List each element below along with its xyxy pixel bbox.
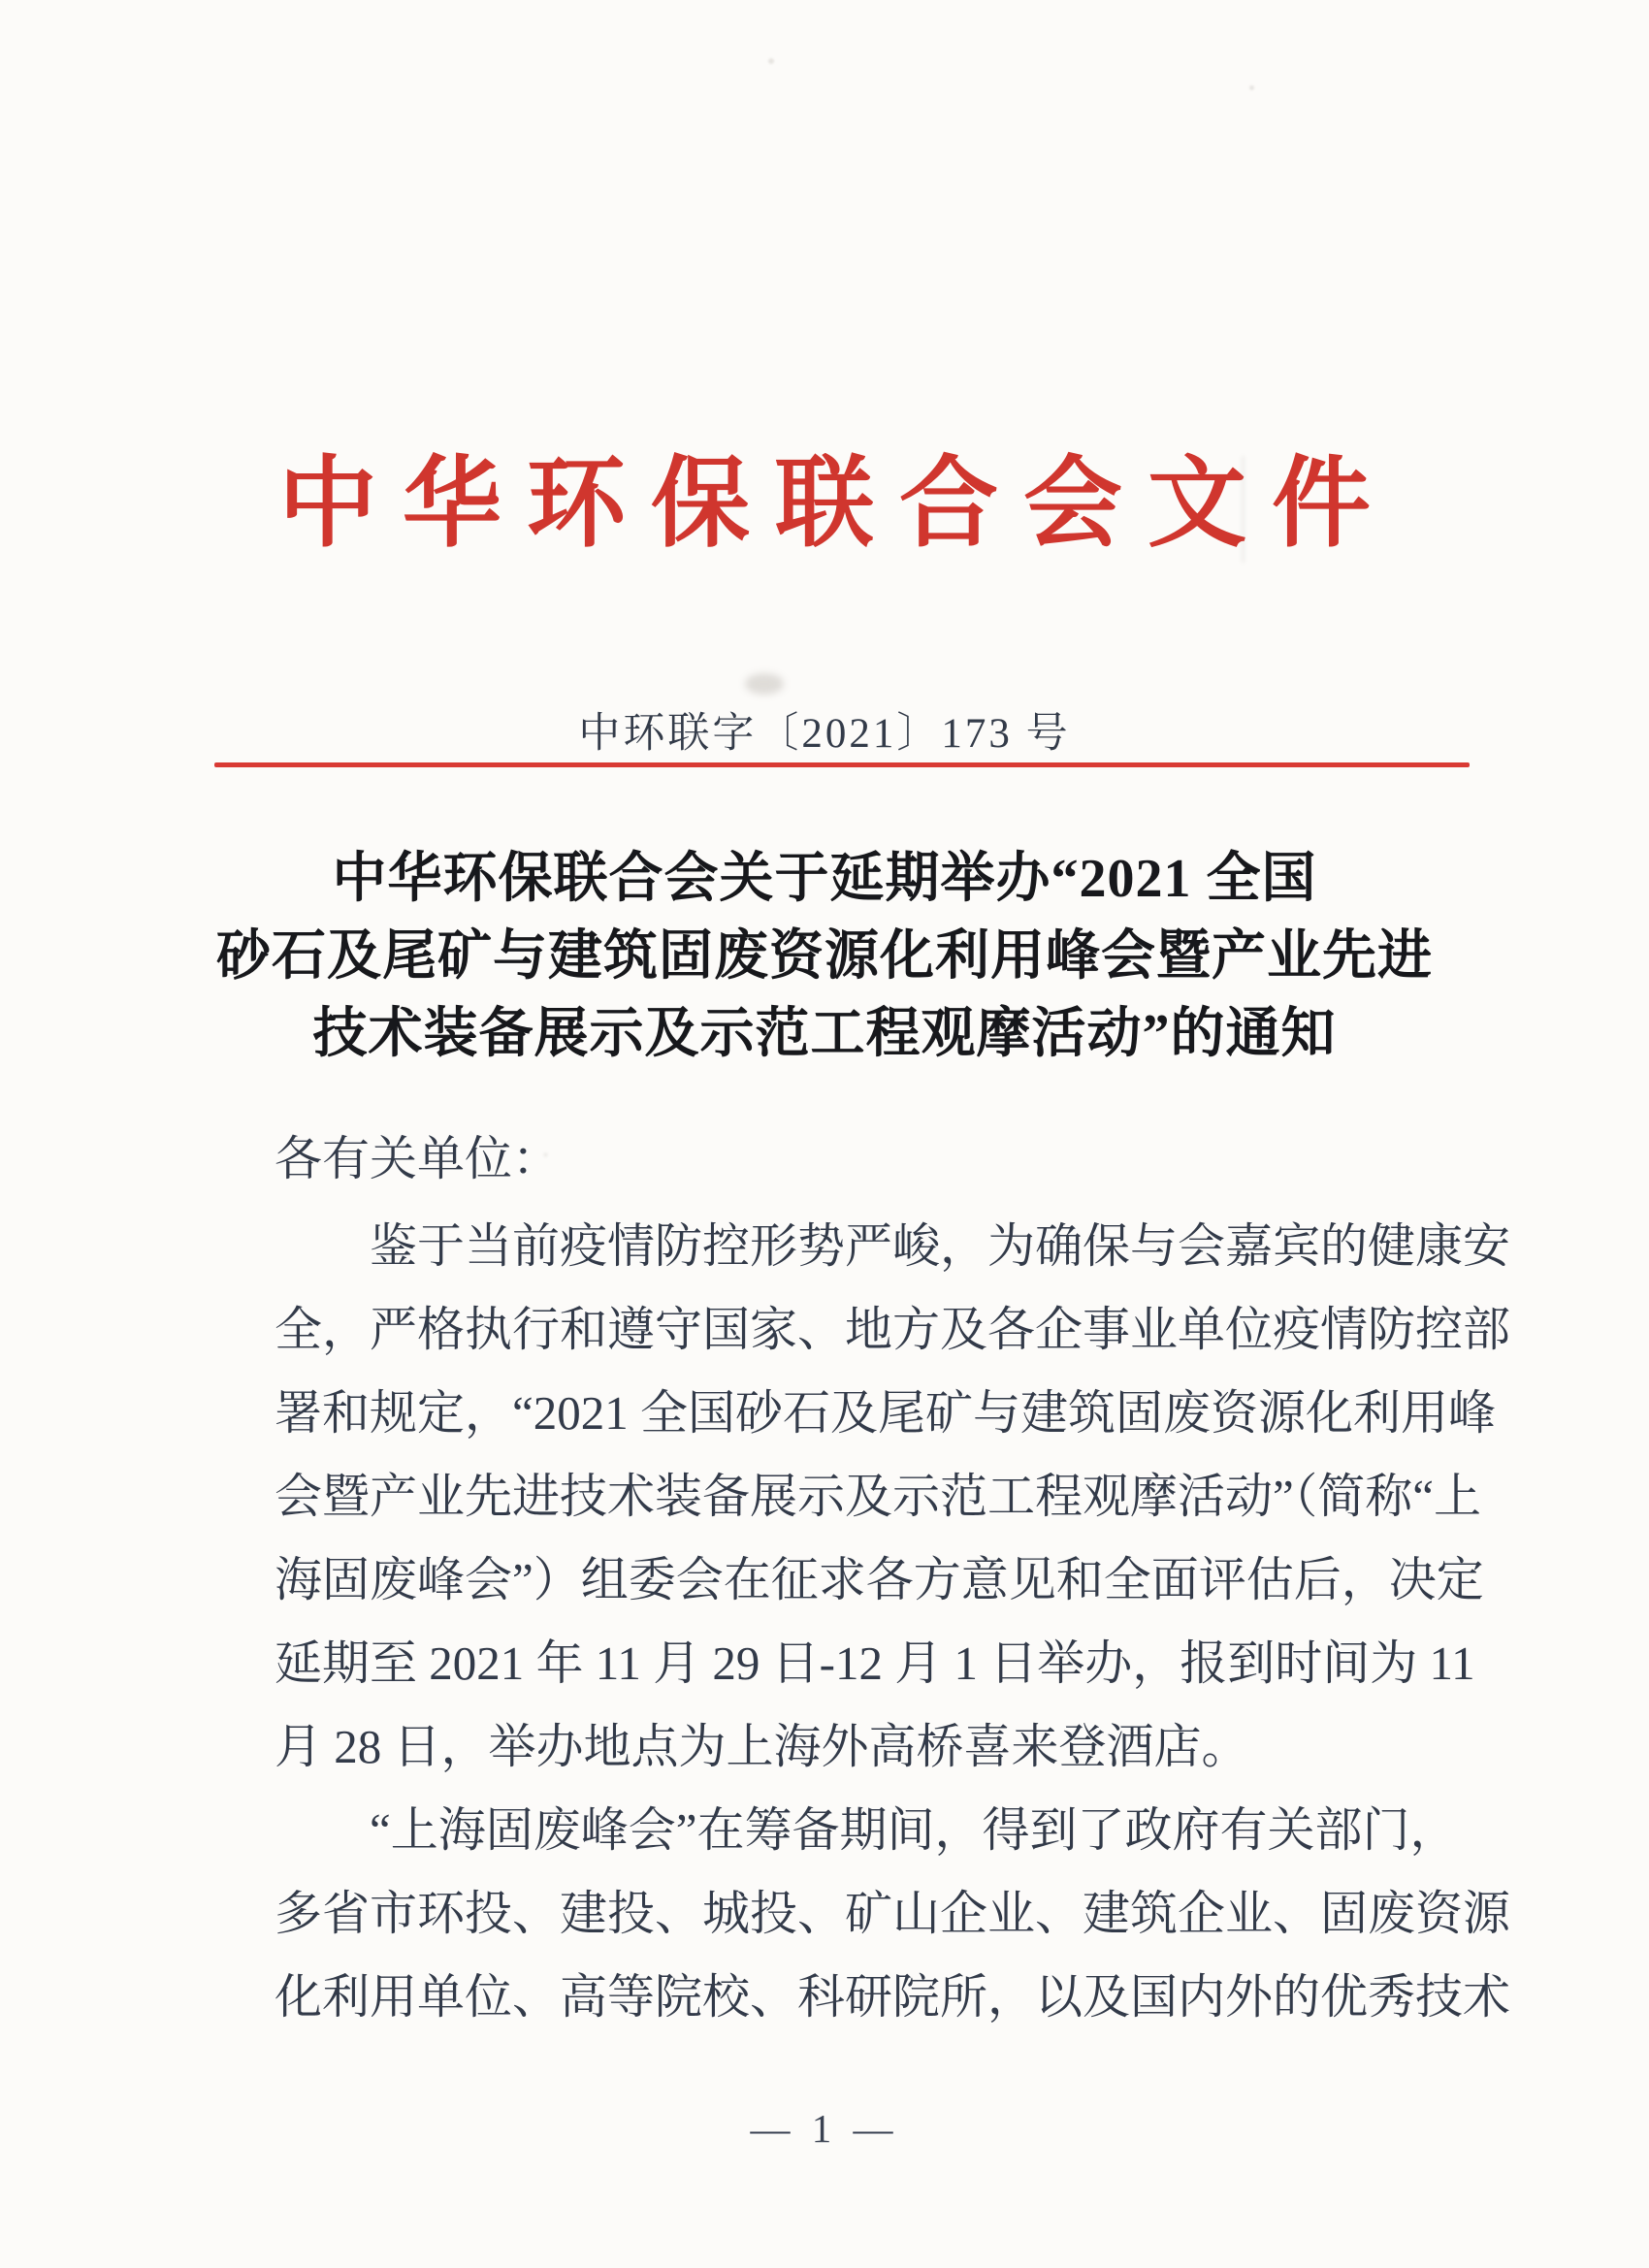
- body-line: 化利用单位、高等院校、科研院所，以及国内外的优秀技术: [275, 1970, 1511, 2024]
- scan-artifact: [745, 673, 784, 695]
- scan-artifact: [1249, 85, 1254, 90]
- scan-artifact: [543, 1152, 548, 1157]
- doc-number: 中环联字〔2021〕173 号: [578, 711, 1071, 757]
- doc-title-line-2: 砂石及尾矿与建筑固废资源化利用峰会暨产业先进: [216, 926, 1433, 987]
- doc-title-line-1: 中华环保联合会关于延期举办“2021 全国: [332, 849, 1317, 909]
- scan-artifact: [1242, 456, 1245, 563]
- masthead-title: 中华环保联合会文件: [278, 450, 1396, 560]
- body-line: 会暨产业先进技术装备展示及示范工程观摩活动”（简称“上: [275, 1470, 1481, 1523]
- scan-artifact: [768, 58, 774, 64]
- body-line: 延期至 2021 年 11 月 29 日-12 月 1 日举办，报到时间为 11: [275, 1636, 1475, 1690]
- doc-title: [146, 840, 1504, 1073]
- body-line: 鉴于当前疫情防控形势严峻，为确保与会嘉宾的健康安: [370, 1219, 1511, 1273]
- body-line: 全，严格执行和遵守国家、地方及各企事业单位疫情防控部: [275, 1303, 1511, 1356]
- body-text: [275, 1205, 1511, 2039]
- body-line: 月 28 日，举办地点为上海外高桥喜来登酒店。: [275, 1720, 1249, 1773]
- page-number: — 1 —: [750, 2106, 899, 2151]
- body-line: “上海固废峰会”在筹备期间，得到了政府有关部门，: [370, 1803, 1458, 1857]
- body-line: 署和规定，“2021 全国砂石及尾矿与建筑固废资源化利用峰: [275, 1386, 1496, 1440]
- body-line: 多省市环投、建投、城投、矿山企业、建筑企业、固废资源: [275, 1887, 1511, 1940]
- doc-title-line-3: 技术装备展示及示范工程观摩活动”的通知: [312, 1004, 1337, 1064]
- salutation: 各有关单位：: [275, 1132, 561, 1185]
- red-separator-line: [214, 762, 1470, 767]
- body-line: 海固废峰会”）组委会在征求各方意见和全面评估后，决定: [275, 1553, 1484, 1606]
